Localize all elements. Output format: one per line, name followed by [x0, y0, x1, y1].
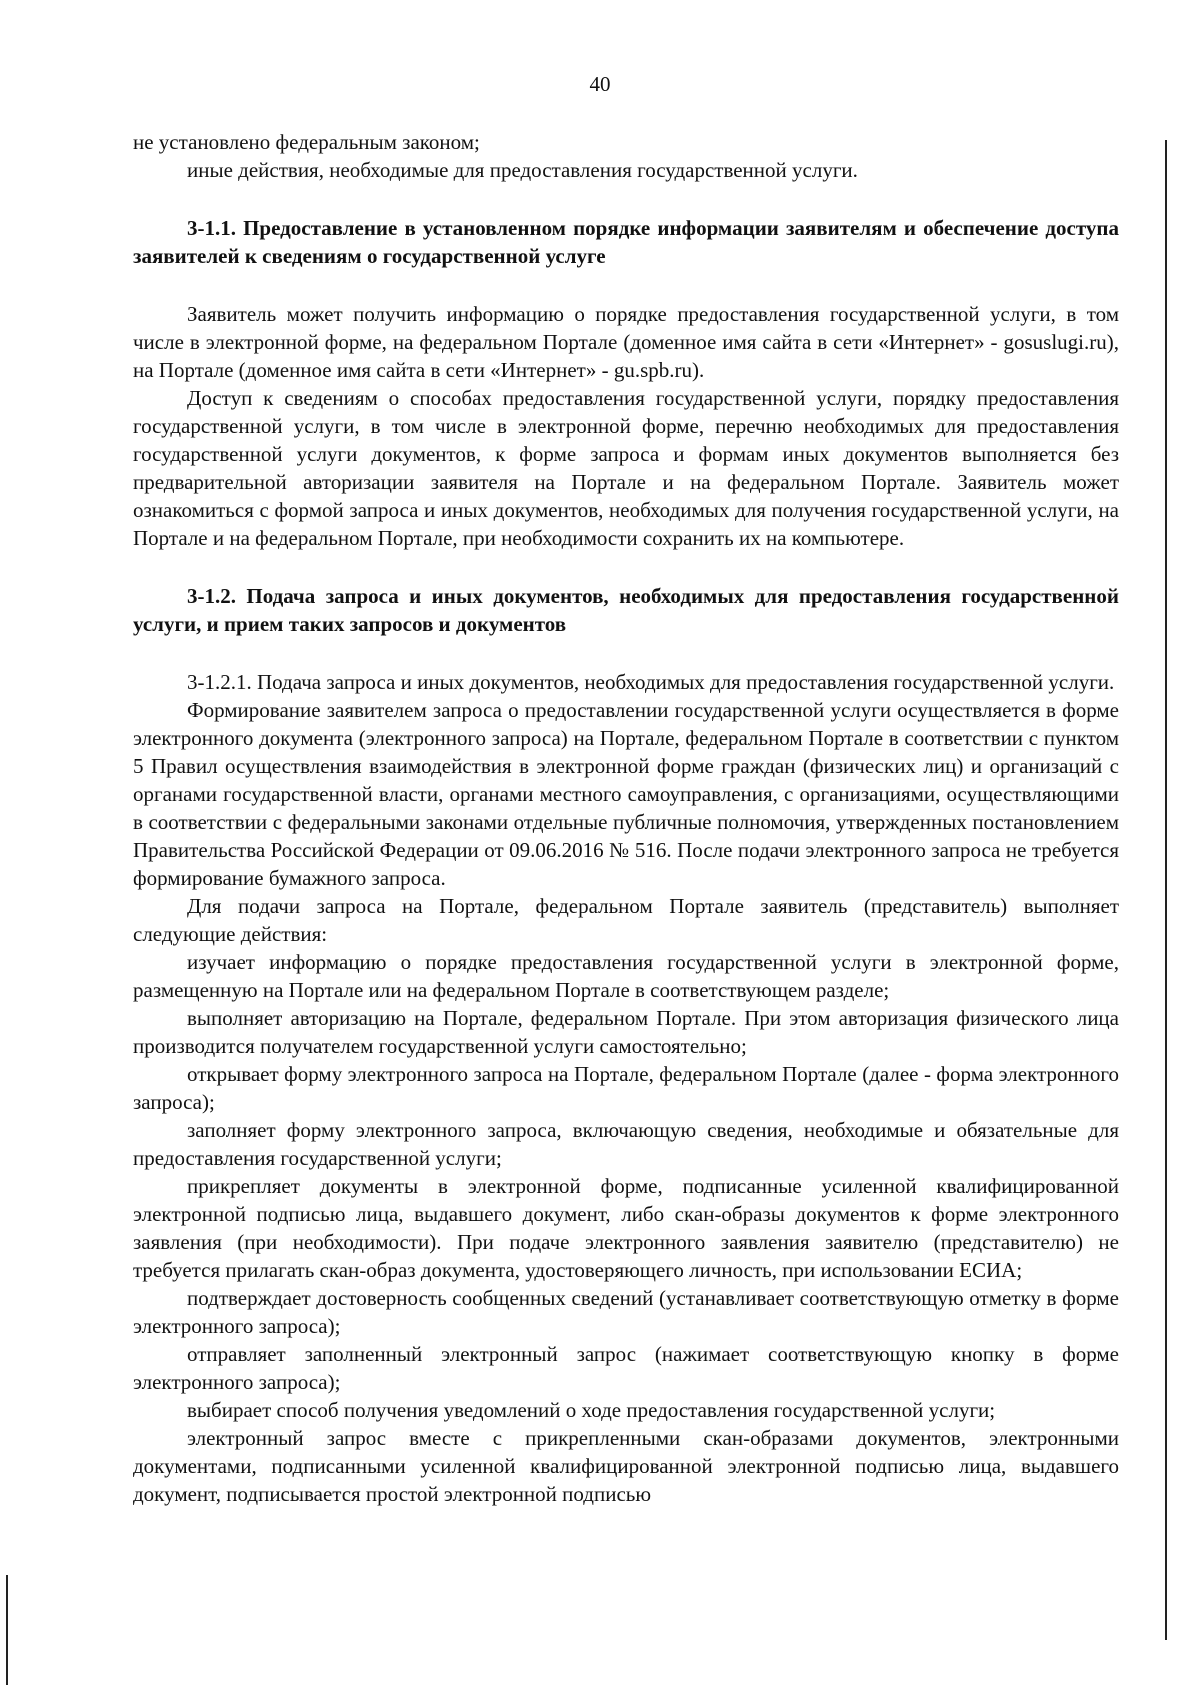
- document-body: [133, 128, 1119, 1508]
- paragraph: Доступ к сведениям о способах предоставления государственной услуги, порядку предоставления государственной услуги, в том числе в электронной форме, перечню необходимых для предоставления государственной услуги документов, к форме запроса и формам иных документов выполняется без предварительной авторизации заявителя на Портале и на федеральном Портале. Заявитель может ознакомиться с формой запроса и иных документов, необходимых для получения государственной услуги, на Портале и на федеральном Портале, при необходимости сохранить их на компьютере.: [133, 386, 1119, 550]
- paragraph: не установлено федеральным законом;: [133, 130, 480, 154]
- list-item: электронный запрос вместе с прикрепленными скан-образами документов, электронными документами, подписанными усиленной квалифицированной электронной подписью лица, выдавшего документ, подписывается простой электронной подписью: [133, 1426, 1119, 1506]
- paragraph: Формирование заявителем запроса о предоставлении государственной услуги осуществляется в форме электронного документа (электронного запроса) на Портале, федеральном Портале в соответствии с пунктом 5 Правил осуществления взаимодействия в электронной форме граждан (физических лиц) и организаций с органами государственной власти, органами местного самоуправления, с организациями, осуществляющими в соответствии с федеральными законами отдельные публичные полномочия, утвержденных постановлением Правительства Российской Федерации от 09.06.2016 № 516. После подачи электронного запроса не требуется формирование бумажного запроса.: [133, 698, 1119, 890]
- list-item: подтверждает достоверность сообщенных сведений (устанавливает соответствующую отметку в форме электронного запроса);: [133, 1286, 1119, 1338]
- list-item: заполняет форму электронного запроса, включающую сведения, необходимые и обязательные для предоставления государственной услуги;: [133, 1118, 1119, 1170]
- paragraph: 3-1.2.1. Подача запроса и иных документов, необходимых для предоставления государственной услуги.: [187, 670, 1115, 694]
- list-item: прикрепляет документы в электронной форме, подписанные усиленной квалифицированной электронной подписью лица, выдавшего документ, либо скан-образы документов к форме электронного заявления (при необходимости). При подаче электронного заявления заявителю (представителю) не требуется прилагать скан-образ документа, удостоверяющего личность, при использовании ЕСИА;: [133, 1174, 1119, 1282]
- list-item: изучает информацию о порядке предоставления государственной услуги в электронной форме, размещенную на Портале или на федеральном Портале в соответствующем разделе;: [133, 950, 1119, 1002]
- paragraph: Для подачи запроса на Портале, федеральном Портале заявитель (представитель) выполняет следующие действия:: [133, 894, 1119, 946]
- paragraph: Заявитель может получить информацию о порядке предоставления государственной услуги, в том числе в электронной форме, на федеральном Портале (доменное имя сайта в сети «Интернет» - gosuslugi.ru), на Портале (доменное имя сайта в сети «Интернет» - gu.spb.ru).: [133, 302, 1119, 382]
- scan-edge-line-left: [6, 1575, 8, 1685]
- section-heading-3-1-1: 3-1.1. Предоставление в установленном порядке информации заявителям и обеспечение доступа заявителей к сведениям о государственной услуге: [133, 216, 1119, 268]
- list-item: открывает форму электронного запроса на Портале, федеральном Портале (далее - форма электронного запроса);: [133, 1062, 1119, 1114]
- section-heading-3-1-2: 3-1.2. Подача запроса и иных документов, необходимых для предоставления государственной услуги, и прием таких запросов и документов: [133, 584, 1119, 636]
- list-item: отправляет заполненный электронный запрос (нажимает соответствующую кнопку в форме электронного запроса);: [133, 1342, 1119, 1394]
- list-item: выполняет авторизацию на Портале, федеральном Портале. При этом авторизация физического лица производится получателем государственной услуги самостоятельно;: [133, 1006, 1119, 1058]
- list-item: выбирает способ получения уведомлений о ходе предоставления государственной услуги;: [187, 1398, 996, 1422]
- scan-edge-line: [1165, 140, 1167, 1640]
- page-number: 40: [589, 72, 611, 96]
- paragraph: иные действия, необходимые для предоставления государственной услуги.: [187, 158, 858, 182]
